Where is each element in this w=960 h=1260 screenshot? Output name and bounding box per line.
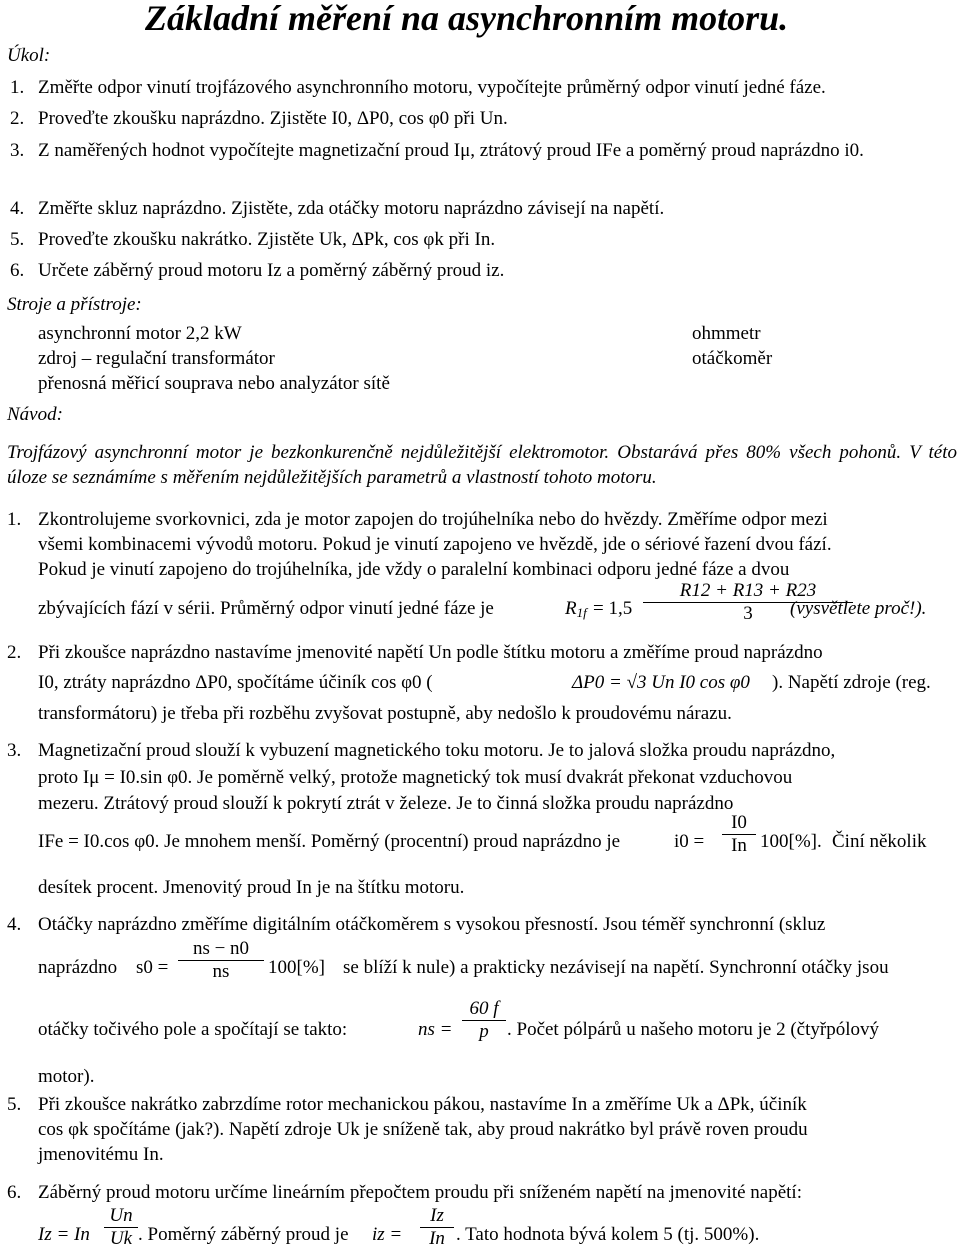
task-number: 6.: [10, 260, 25, 281]
formula-fraction: [420, 1205, 454, 1250]
formula-fraction: [104, 1205, 138, 1250]
formula-denominator: Uk: [109, 1228, 133, 1249]
step-line: otáčky točivého pole a spočítají se takto:: [38, 1019, 348, 1040]
step-line: cos φk spočítáme (jak?). Napětí zdroje Uk je sníženě tak, aby proud nakrátko byl právě roven proudu: [38, 1119, 808, 1140]
task-number: 3.: [10, 140, 25, 161]
step-line: Zkontrolujeme svorkovnici, zda je motor zapojen do trojúhelníka nebo do hvězdy. Změříme odpor mezi: [38, 509, 828, 530]
step-number: 4.: [7, 914, 22, 935]
step-number: 5.: [7, 1094, 22, 1115]
step-line: . Počet pólpárů u našeho motoru je 2 (čtyřpólový: [507, 1019, 880, 1040]
step-line: Otáčky naprázdno změříme digitálním otáčkoměrem s vysokou přesností. Jsou téměř synchronní (skluz: [38, 914, 826, 935]
step-line: proto Iμ = I0.sin φ0. Je poměrně velký, protože magnetický tok musí dvakrát překonat vzduchovou: [38, 767, 793, 788]
task-text: Z naměřených hodnot vypočítejte magnetizační proud Iμ, ztrátový proud IFe a poměrný proud naprázdno i0.: [38, 140, 864, 161]
task-number: 2.: [10, 108, 25, 129]
step-line: IFe = I0.cos φ0. Je mnohem menší. Poměrný (procentní) proud naprázdno je: [38, 831, 621, 852]
step-number: 6.: [7, 1182, 22, 1203]
task-text: Změřte odpor vinutí trojfázového asynchronního motoru, vypočítejte průměrný odpor vinutí jedné fáze.: [38, 77, 826, 98]
step-line: desítek procent. Jmenovitý proud In je na štítku motoru.: [38, 877, 465, 898]
step-line: . Tato hodnota bývá kolem 5 (tj. 500%).: [456, 1224, 760, 1245]
step-line: Pokud je vinutí zapojeno do trojúhelníka, jde vždy o paralelní kombinaci odporu jedné fáze a dvou: [38, 559, 790, 580]
step-line: . Poměrný záběrný proud je: [138, 1224, 349, 1245]
step-line: Při zkoušce naprázdno nastavíme jmenovité napětí Un podle štítku motoru a změříme proud naprázdno: [38, 642, 823, 663]
formula-numerator: R12 + R13 + R23: [643, 580, 853, 603]
formula-denominator: ns: [212, 961, 230, 982]
step-number: 3.: [7, 740, 22, 761]
formula-denominator: In: [429, 1228, 445, 1249]
equipment-item: přenosná měřicí souprava nebo analyzátor sítě: [38, 373, 390, 394]
step-line: Při zkoušce nakrátko zabrzdíme rotor mechanickou pákou, nastavíme In a změříme Uk a ΔPk, účiník: [38, 1094, 807, 1115]
formula-numerator: ns − n0: [178, 938, 264, 961]
formula-numerator: I0: [722, 812, 756, 835]
task-number: 1.: [10, 77, 25, 98]
step-line: ). Napětí zdroje (reg.: [772, 672, 931, 693]
task-text: Určete záběrný proud motoru Iz a poměrný záběrný proud iz.: [38, 260, 505, 281]
formula-numerator: Iz: [420, 1205, 454, 1228]
power-formula: ΔP0 = √3 Un I0 cos φ0: [572, 672, 750, 693]
step-number: 2.: [7, 642, 22, 663]
step-line: Magnetizační proud slouží k vybuzení magnetického toku motoru. Je to jalová složka proudu naprázdno,: [38, 740, 836, 761]
formula-lhs: ns =: [418, 1019, 453, 1040]
page-title: Základní měření na asynchronním motoru.: [145, 0, 789, 38]
equipment-item: otáčkoměr: [692, 348, 773, 369]
step-line: všemi kombinacemi vývodů motoru. Pokud je vinutí zapojeno ve hvězdě, jde o sériové řazení dvou fází.: [38, 534, 832, 555]
formula-denominator: 3: [743, 603, 753, 624]
formula-lhs: i0 =: [674, 831, 705, 852]
formula-lhs: s0 =: [136, 957, 169, 978]
task-item: [10, 258, 955, 283]
formula-numerator: Un: [104, 1205, 138, 1228]
section-label-stroje: Stroje a přístroje:: [7, 294, 142, 315]
formula-fraction: [722, 812, 756, 857]
task-number: 5.: [10, 229, 25, 250]
section-label-ukol: Úkol:: [7, 45, 51, 66]
task-text: Změřte skluz naprázdno. Zjistěte, zda otáčky motoru naprázdno závisejí na napětí.: [38, 198, 665, 219]
task-item: [10, 227, 955, 252]
equipment-item: ohmmetr: [692, 323, 761, 344]
step-line: motor).: [38, 1066, 95, 1087]
step-line: mezeru. Ztrátový proud slouží k pokrytí ztrát v železe. Je to činná složka proudu naprázdno: [38, 793, 734, 814]
task-number: 4.: [10, 198, 25, 219]
formula-numerator: 60 f: [462, 998, 506, 1021]
step-number: 1.: [7, 509, 22, 530]
task-item: [10, 75, 955, 100]
task-item: [10, 196, 955, 221]
step-line: naprázdno: [38, 957, 118, 978]
task-text: Proveďte zkoušku nakrátko. Zjistěte Uk, ΔPk, cos φk při In.: [38, 229, 496, 250]
section-label-navod: Návod:: [7, 404, 63, 425]
equipment-item: asynchronní motor 2,2 kW: [38, 323, 242, 344]
formula-denominator: p: [479, 1021, 489, 1042]
formula-fraction: [178, 938, 264, 983]
task-item: [10, 106, 955, 131]
formula-lhs: Iz = In: [38, 1224, 90, 1245]
formula-lhs: iz =: [372, 1224, 403, 1245]
step-line: Záběrný proud motoru určíme lineárním přepočtem proudu při sníženém napětí na jmenovité napětí:: [38, 1182, 802, 1203]
formula-lhs-sub: 1f: [576, 605, 587, 620]
formula-fraction: [462, 998, 506, 1043]
formula-tail: 100[%]: [268, 957, 325, 978]
formula-tail: 100[%].: [760, 831, 822, 852]
step-line: se blíží k nule) a prakticky nezávisejí na napětí. Synchronní otáčky jsou: [343, 957, 889, 978]
equipment-item: zdroj – regulační transformátor: [38, 348, 275, 369]
formula-lhs: R: [565, 598, 577, 619]
formula-coefficient: = 1,5: [593, 598, 633, 619]
step-line: transformátoru) je třeba při rozběhu zvyšovat postupně, aby nedošlo k proudovému nárazu.: [38, 703, 732, 724]
step-line: (vysvětlete proč!).: [790, 598, 927, 619]
step-line: I0, ztráty naprázdno ΔP0, spočítáme účiník cos φ0 (: [38, 672, 433, 693]
task-text: Proveďte zkoušku naprázdno. Zjistěte I0, ΔP0, cos φ0 při Un.: [38, 108, 508, 129]
formula-denominator: In: [731, 835, 747, 856]
step-line: zbývajících fází v sérii. Průměrný odpor vinutí jedné fáze je: [38, 598, 494, 619]
intro-paragraph: Trojfázový asynchronní motor je bezkonkurenčně nejdůležitější elektromotor. Obstarává přes 80% všech pohonů. V této úloze se seznámíme s měřením nejdůležitějších parametrů a vlastností tohoto motoru.: [7, 442, 957, 488]
step-line: jmenovitému In.: [38, 1144, 164, 1165]
step-line: Činí několik: [832, 831, 927, 852]
task-item: [10, 138, 955, 163]
